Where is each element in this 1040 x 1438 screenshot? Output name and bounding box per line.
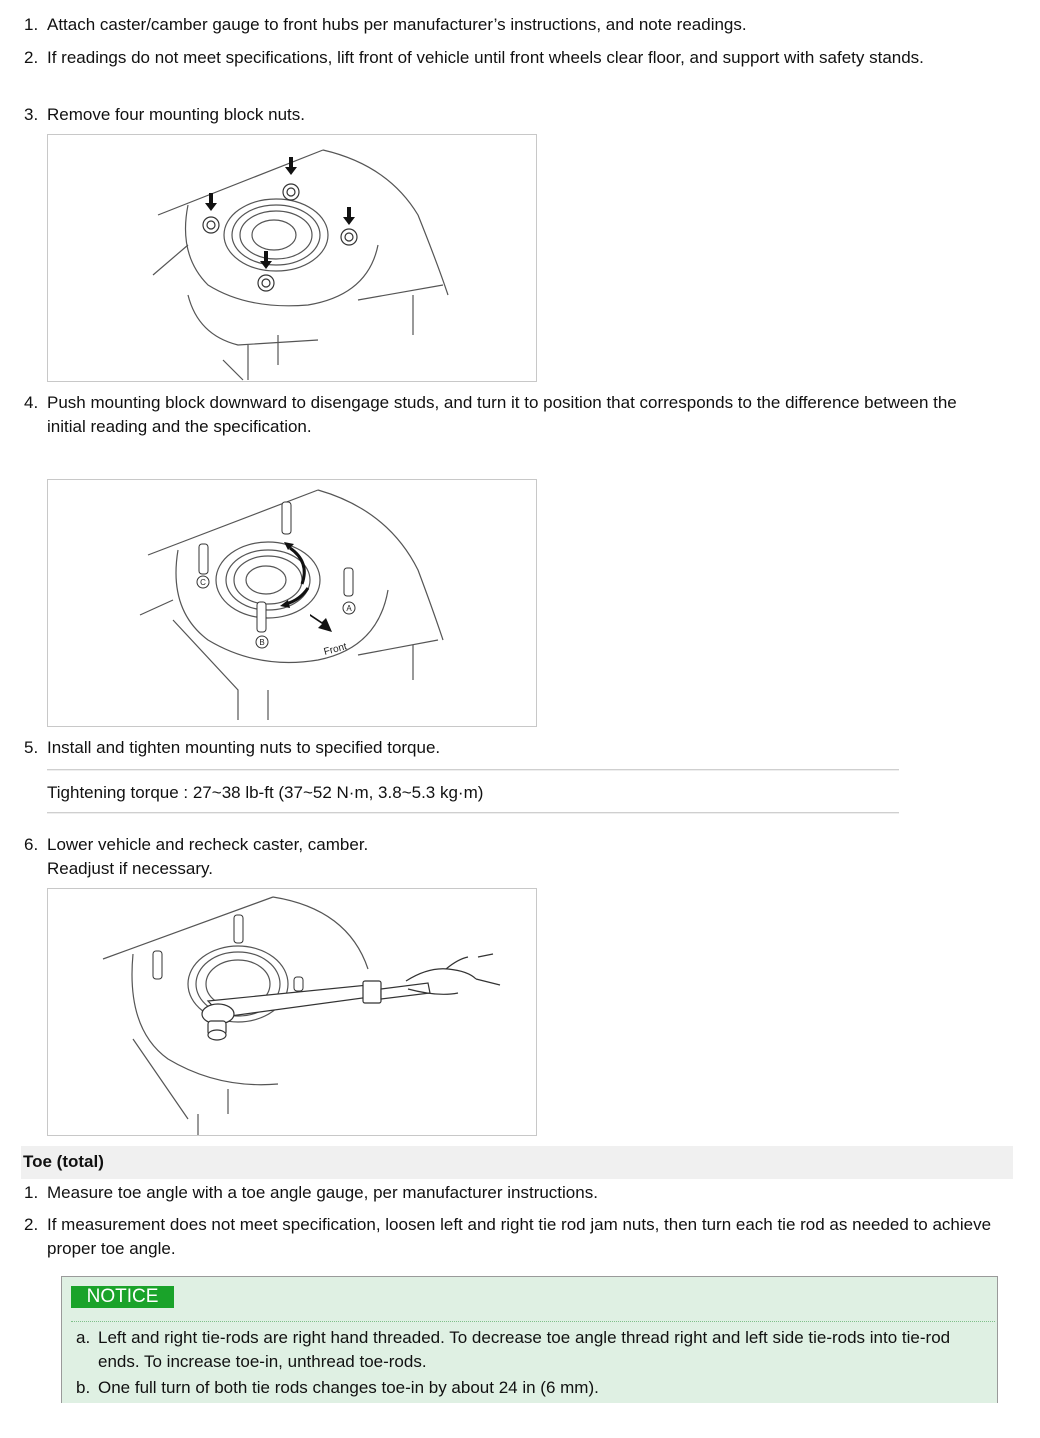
torque-wrench-illustration xyxy=(48,889,536,1135)
step-2 xyxy=(24,46,1014,70)
toe-step-2 xyxy=(24,1213,1014,1261)
step-text: Push mounting block downward to disengage studs, and turn it to position that corresponds to the difference between the initial reading and the specification. xyxy=(47,393,957,436)
figure-torque-wrench xyxy=(47,888,537,1136)
label-b: B xyxy=(259,638,265,647)
step-4 xyxy=(24,391,1014,439)
step-number: 2. xyxy=(24,48,39,67)
step-5 xyxy=(24,736,1014,760)
step-number: 4. xyxy=(24,393,39,412)
step-3 xyxy=(24,103,1014,127)
spec-divider-top xyxy=(47,769,899,770)
step-6 xyxy=(24,833,1014,881)
label-a: A xyxy=(346,604,352,613)
step-text-line1: Lower vehicle and recheck caster, camber. xyxy=(47,835,369,854)
figure-mounting-block-nuts xyxy=(47,134,537,382)
front-direction-arrow-icon xyxy=(310,614,332,632)
front-label: Front xyxy=(322,641,349,658)
section-title: Toe (total) xyxy=(23,1152,104,1171)
notice-item-marker: b. xyxy=(76,1378,91,1397)
notice-item-b xyxy=(76,1376,996,1400)
notice-divider xyxy=(71,1321,995,1322)
step-text: Measure toe angle with a toe angle gauge, per manufacturer instructions. xyxy=(47,1183,598,1202)
tightening-torque-spec: Tightening torque : 27~38 lb-ft (37~52 N·m, 3.8~5.3 kg·m) xyxy=(47,783,484,802)
step-text: Install and tighten mounting nuts to specified torque. xyxy=(47,738,441,757)
notice-badge: NOTICE xyxy=(71,1286,174,1308)
step-1 xyxy=(24,13,1014,37)
step-number: 1. xyxy=(24,1183,39,1202)
step-text: If measurement does not meet specification, loosen left and right tie rod jam nuts, then turn each tie rod as needed to achieve proper toe angle. xyxy=(47,1215,992,1258)
figure-rotate-mounting-block xyxy=(47,479,537,727)
step-text-line2: Readjust if necessary. xyxy=(47,859,213,878)
section-header-toe xyxy=(21,1146,1013,1179)
notice-box xyxy=(61,1276,998,1403)
step-text: Remove four mounting block nuts. xyxy=(47,105,305,124)
torque-wrench xyxy=(202,981,430,1040)
mounting-block-nuts-illustration xyxy=(48,135,536,381)
step-number: 3. xyxy=(24,105,39,124)
arrow-icon xyxy=(205,157,355,269)
rotate-mounting-block-illustration xyxy=(48,480,536,726)
step-number: 5. xyxy=(24,738,39,757)
step-number: 2. xyxy=(24,1215,39,1234)
notice-item-a xyxy=(76,1326,996,1374)
notice-item-text: Left and right tie-rods are right hand threaded. To decrease toe angle thread right and left side tie-rods into tie-rod ends. To increase toe-in, unthread toe-rods. xyxy=(98,1328,951,1371)
notice-item-text: One full turn of both tie rods changes toe-in by about 24 in (6 mm). xyxy=(98,1378,599,1397)
step-text: Attach caster/camber gauge to front hubs per manufacturer’s instructions, and note readings. xyxy=(47,15,747,34)
step-text: If readings do not meet specifications, lift front of vehicle until front wheels clear floor, and support with safety stands. xyxy=(47,48,924,67)
label-c: C xyxy=(200,578,206,587)
step-number: 6. xyxy=(24,835,39,854)
step-number: 1. xyxy=(24,15,39,34)
spec-divider-bottom xyxy=(47,812,899,813)
toe-step-1 xyxy=(24,1181,1014,1205)
notice-item-marker: a. xyxy=(76,1328,91,1347)
